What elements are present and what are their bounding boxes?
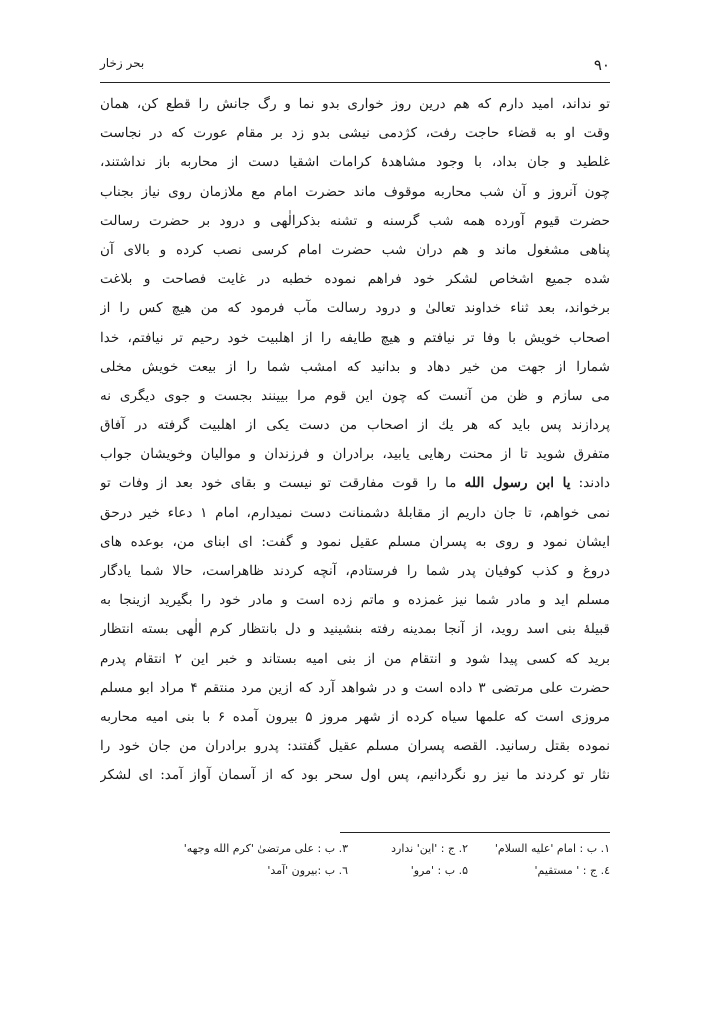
text-line-with-bold: دادند: یا ابن رسول الله ما را قوت مفارقت تو نیست و بقای خود بعد از وفات تو [100, 475, 610, 492]
footnote-rule [340, 832, 610, 833]
bold-phrase: یا ابن رسول الله [464, 475, 571, 492]
running-title: بحر زخار [100, 56, 145, 70]
text-line: مسلم اید و مادر شما نیز غمزده و ماتم زده است و مادر خود را بگیرید ازینجا به [100, 592, 610, 609]
header-rule [100, 82, 610, 83]
text-line: پردازند پس باید که هر یك از اصحاب من دست یکی از اهلبیت گرفته در آفاق [100, 417, 610, 434]
text-line: حضرت قیوم آورده همه شب گرسنه و تشنه بذکرالٰهی و درود بر حضرت رسالت [100, 212, 610, 229]
text-line: چون آنروز و آن شب محاربه موقوف ماند حضرت امام مع ملازمان روی نیاز بجناب [100, 183, 610, 200]
text-line: وقت او به قضاء حاجت رفت، کژدمی نیشی بدو زد بر مقام عورت که در نجاست [100, 125, 610, 142]
text-line: نمی خواهم، تا جان داریم از مقابلۀ دشمنانت دست نمیدارم، امام ۱ دعاء خیر درحق [100, 504, 610, 521]
text-line: پناهی مشغول ماند و هم دران شب حضرت امام کرسی نصب کرده و بالای آن [100, 241, 610, 258]
text-line: برید که کسی پیدا شود و انتقام من از بنی امیه بستاند و خبر این ۲ انتقام پدرم [100, 650, 610, 667]
footnote-6: ٦. ب :بیرون 'آمد' [267, 864, 348, 877]
footnote-1: ۱. ب : امام 'علیه السلام' [494, 842, 610, 855]
text-line: اصحاب خویش با وفا تر نیافتم و هیچ طایفه را از اهلبیت خود رحیم تر نیافتم، خدا [100, 329, 610, 346]
page-number: ۹۰ [593, 56, 610, 74]
text-line: حضرت علی مرتضی ۳ داده است و در شواهد آرد که ازین مرد منتقم ۴ مراد ابو مسلم [100, 679, 610, 696]
text-line: نموده بقتل رسانید. القصه پسران مسلم عقیل گفتند: پدرو برادران من جان خود را [100, 738, 610, 755]
text-line: می سازم و ظن من آنست که چون این قوم مرا بیینند بجست و جوی دیگری نه [100, 387, 610, 404]
footnote-3: ۳. ب : علی مرتضیٰ 'کرم الله وجهه' [183, 842, 348, 855]
footnote-4: ٤. ج : ' مستقیم' [534, 864, 610, 877]
footnotes [130, 838, 610, 882]
text-line: تو نداند، امید دارم که هم درین روز خواری بدو نما و رگ جانش را قطع کن، همان [100, 96, 610, 112]
text-line: دروغ و کذب کوفیان پدر شما را فرستادم، آنچه کردند ظاهراست، حالا شما یادگار [100, 563, 610, 579]
page-header [100, 56, 610, 78]
text-line: قبیلۀ بنی اسد روید، از آنجا بمدینه رفته بنشینید و دل بانتظار کرم الٰهی بسته انتظار [100, 621, 610, 638]
footnote-row [130, 860, 610, 882]
footnote-5: ۵. ب : 'مرو' [410, 864, 468, 877]
text-line: مروزی است که علمها سیاه کرده از شهر مروز ۵ بیرون آمده ۶ با بنی امیه محاربه [100, 708, 610, 725]
footnote-row [130, 838, 610, 860]
text-line: ایشان نمود و روی به پسران مسلم عقیل نمود و گفت: ای ابنای من، بوعده های [100, 533, 610, 550]
text-line: شمارا از جهت من خیر دهاد و بدانید که امشب شما را از بیعت خویش مخلی [100, 358, 610, 375]
text-line: برخواند، بعد ثناء خداوند تعالیٰ و درود رسالت مآب فرمود که من هیچ کس را از [100, 300, 610, 317]
footnote-2: ۲. ج : 'این' ندارد [391, 842, 468, 855]
text-line: نثار تو کردند ما نیز رو نگردانیم، پس اول سحر بود که از آسمان آواز آمد: ای لشکر [100, 767, 610, 784]
text-line: متفرق شوید تا از محنت رهایی یابید، برادران و فرزندان و موالیان وخویشان جواب [100, 446, 610, 463]
text-line: غلطید و جان بداد، با وجود مشاهدۀ کرامات اشقیا دست از محاربه باز نداشتند، [100, 154, 610, 171]
text-line: شده جمیع اشخاص لشکر خود فراهم نموده خطبه در غایت فصاحت و بلاغت [100, 271, 610, 288]
body-text [100, 90, 610, 791]
